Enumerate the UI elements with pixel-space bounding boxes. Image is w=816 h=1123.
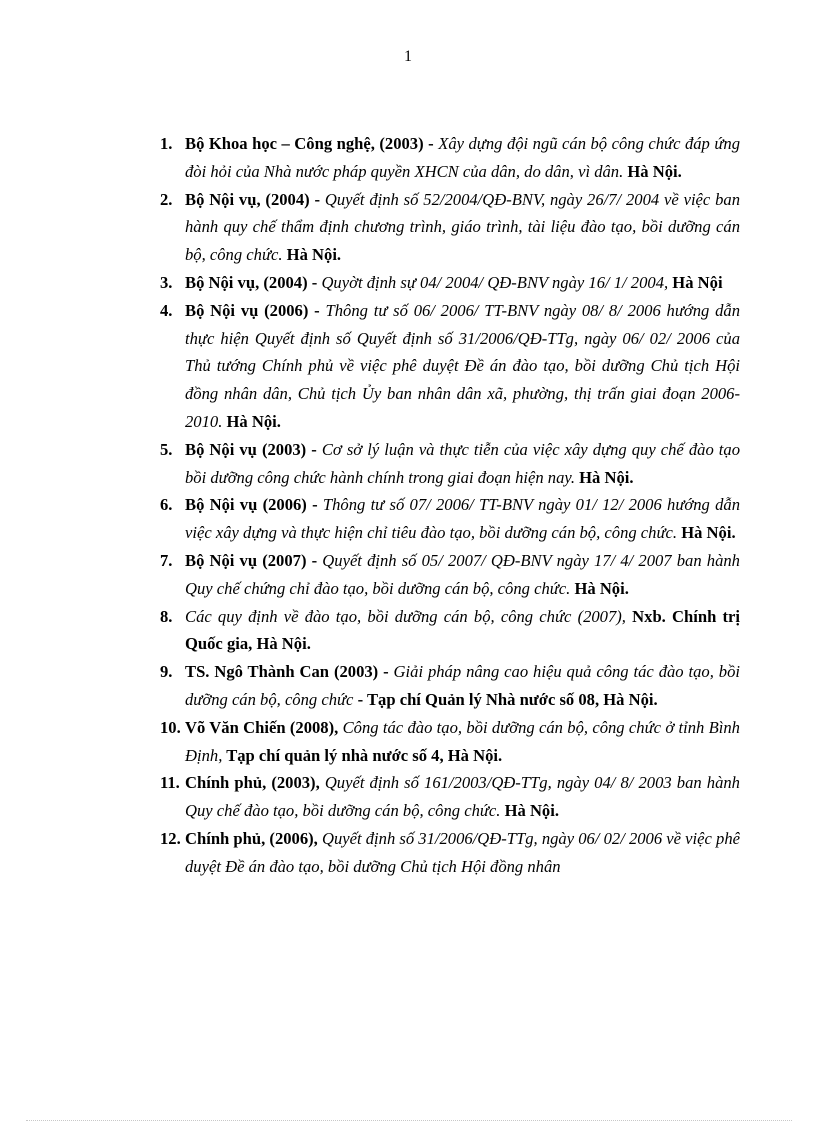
- reference-author: Chính phủ, (2003),: [185, 773, 320, 793]
- reference-author: Bộ Nội vụ, (2004): [185, 189, 310, 209]
- reference-number: 7.: [160, 550, 173, 570]
- reference-separator: -: [378, 662, 394, 682]
- reference-number: 4.: [160, 300, 173, 320]
- reference-item: [160, 547, 740, 603]
- reference-place: Hà Nội.: [623, 161, 682, 181]
- reference-item: [160, 491, 740, 547]
- reference-separator: -: [306, 439, 322, 459]
- reference-place: Hà Nội.: [570, 578, 629, 598]
- reference-title: Quyết định số 05/ 2007/ QĐ-BNV ngày 17/ 4/ 2007 ban hành Quy chế chứng chỉ đào tạo, bồi dưỡng cán bộ, công chức.: [185, 550, 740, 598]
- reference-separator: -: [308, 300, 326, 320]
- reference-place: Hà Nội.: [677, 523, 736, 543]
- reference-place: - Tạp chí Quản lý Nhà nước số 08, Hà Nội.: [353, 689, 658, 709]
- reference-place: Hà Nội.: [282, 245, 342, 265]
- reference-author: Võ Văn Chiến (2008),: [185, 717, 339, 737]
- reference-author: Bộ Nội vụ (2006): [185, 495, 307, 515]
- reference-author: Bộ Nội vụ (2003): [185, 439, 307, 459]
- reference-author: Chính phủ, (2006),: [185, 828, 318, 848]
- reference-title: Công tác đào tạo, bồi dưỡng cán bộ, công chức ở tỉnh Bình Định,: [185, 717, 740, 765]
- reference-place: Hà Nội.: [500, 801, 559, 821]
- reference-title: Các quy định về đào tạo, bồi dưỡng cán bộ, công chức (2007),: [185, 606, 626, 626]
- reference-number: 6.: [160, 495, 173, 515]
- reference-item: [160, 603, 740, 659]
- reference-separator: -: [423, 134, 439, 153]
- reference-number: 11.: [160, 773, 180, 793]
- reference-number: 8.: [160, 606, 173, 626]
- reference-separator: -: [306, 495, 323, 515]
- reference-title: Giải pháp nâng cao hiệu quả công tác đào tạo, bồi dưỡng cán bộ, công chức: [185, 662, 740, 709]
- reference-separator: -: [306, 550, 323, 570]
- reference-title: Quyết định số 31/2006/QĐ-TTg, ngày 06/ 02/ 2006 về việc phê duyệt Đề án đào tạo, bồi dưỡng Chủ tịch Hội đồng nhân: [185, 828, 740, 876]
- reference-author: Bộ Nội vụ (2006): [185, 300, 309, 320]
- reference-place: Tạp chí quản lý nhà nước số 4, Hà Nội.: [222, 745, 503, 765]
- reference-author: Bộ Nội vụ (2007): [185, 550, 307, 570]
- reference-item: [160, 297, 740, 436]
- page-number: 1: [404, 48, 412, 65]
- reference-item: [160, 436, 740, 492]
- reference-number: 1.: [160, 134, 173, 153]
- reference-title: Quyết định số 161/2003/QĐ-TTg, ngày 04/ 8/ 2003 ban hành Quy chế đào tạo, bồi dưỡng cán bộ, công chức.: [185, 773, 740, 821]
- reference-item: [160, 825, 740, 881]
- reference-list: [160, 130, 740, 881]
- reference-number: 12.: [160, 828, 181, 848]
- reference-author: TS. Ngô Thành Can (2003): [185, 662, 379, 682]
- reference-title: Quyết định số 52/2004/QĐ-BNV, ngày 26/7/ 2004 về việc ban hành quy chế thẩm định chương trình, giáo trình, tài liệu đào tạo, bồi dưỡng cán bộ, công chức.: [185, 189, 741, 265]
- reference-title: Quyờt định sự 04/ 2004/ QĐ-BNV ngày 16/ 1/ 2004,: [321, 272, 669, 292]
- reference-place: Hà Nội: [668, 272, 723, 292]
- reference-number: 9.: [160, 662, 173, 682]
- reference-title: Xây dựng đội ngũ cán bộ công chức đáp ứng đòi hỏi của Nhà nước pháp quyền XHCN của dân, do dân, vì dân.: [185, 134, 740, 181]
- reference-title: Thông tư số 07/ 2006/ TT-BNV ngày 01/ 12/ 2006 hướng dẫn việc xây dựng và thực hiện chỉ tiêu đào tạo, bồi dưỡng cán bộ, công chức.: [185, 495, 740, 543]
- reference-title: Thông tư số 06/ 2006/ TT-BNV ngày 08/ 8/ 2006 hướng dẫn thực hiện Quyết định số Quyết định số 31/2006/QĐ-TTg, ngày 06/ 02/ 2006 của Thủ tướng Chính phủ về việc phê duyệt Đề án đào tạo, bồi dưỡng Chủ tịch Hội đồng nhân dân, Chủ tịch Ủy ban nhân dân xã, phường, thị trấn giai đoạn 2006-2010.: [185, 300, 741, 431]
- reference-item: [160, 186, 740, 269]
- reference-number: 10.: [160, 717, 181, 737]
- reference-number: 3.: [160, 272, 173, 292]
- reference-item: [160, 130, 740, 186]
- reference-place: Hà Nội.: [222, 411, 281, 431]
- page-bottom-divider: [26, 1120, 792, 1121]
- reference-separator: -: [309, 189, 325, 209]
- reference-separator: -: [307, 272, 322, 292]
- reference-item: [160, 658, 740, 714]
- reference-number: 5.: [160, 439, 173, 459]
- reference-title: Cơ sở lý luận và thực tiễn của việc xây dựng quy chế đào tạo bồi dưỡng công chức hành chính trong giai đoạn hiện nay.: [185, 439, 740, 487]
- reference-item: [160, 269, 740, 297]
- reference-item: [160, 769, 740, 825]
- reference-author: Bộ Khoa học – Công nghệ, (2003): [185, 134, 424, 153]
- reference-place: Nxb. Chính trị Quốc gia, Hà Nội.: [185, 606, 740, 654]
- reference-number: 2.: [160, 189, 173, 209]
- reference-place: Hà Nội.: [574, 467, 634, 487]
- reference-author: Bộ Nội vụ, (2004): [185, 272, 308, 292]
- reference-item: [160, 714, 740, 770]
